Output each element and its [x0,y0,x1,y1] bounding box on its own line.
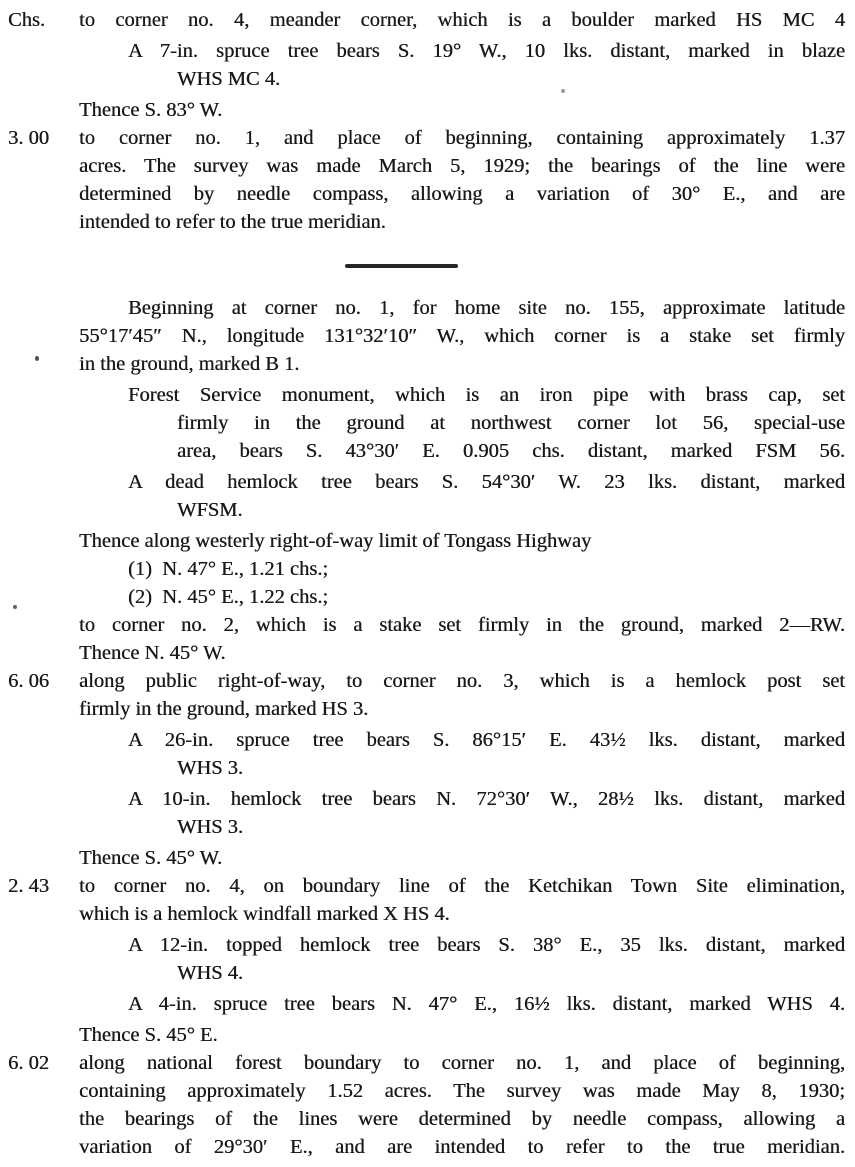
text-column [8,6,845,1161]
text-line: in the ground, marked B 1. [79,353,300,375]
text-line: A 10-in. hemlock tree bears N. 72°30′ W., 28½ lks. distant, marked [128,788,845,810]
text-line: to corner no. 1, and place of beginning, containing approximately 1.37 [79,127,845,149]
monument-note [79,381,845,465]
survey-entry [8,872,845,928]
survey-entry [8,1049,845,1161]
text-line: firmly in the ground, marked HS 3. [79,698,369,720]
text-line: intended to refer to the true meridian. [79,211,386,233]
text-line: A dead hemlock tree bears S. 54°30′ W. 23 lks. distant, marked [128,471,845,493]
course-item [79,583,845,611]
text-line: variation of 29°30′ E., and are intended to refer to the true meridian. [79,1136,845,1158]
text-line: to corner no. 4, on boundary line of the Ketchikan Town Site elimination, [79,875,845,897]
text-line: A 4-in. spruce tree bears N. 47° E., 16½ lks. distant, marked WHS 4. [128,993,845,1015]
bearing-tree-note [79,726,845,782]
chains-column-header: Chs. [8,9,46,31]
section-divider [345,264,458,268]
text-line: A 26-in. spruce tree bears S. 86°15′ E. 43½ lks. distant, marked [128,729,845,751]
text-line: WFSM. [177,499,243,521]
chains-value: 6. 06 [8,670,49,692]
text-line: along public right-of-way, to corner no. 3, which is a hemlock post set [79,670,845,692]
text-line: 55°17′45″ N., longitude 131°32′10″ W., which corner is a stake set firmly [79,325,845,347]
bearing-tree-note [79,990,845,1018]
text-line: Forest Service monument, which is an iron pipe with brass cap, set [128,384,845,406]
text-line: WHS MC 4. [177,68,281,90]
thence-direction [79,844,845,872]
course-item [79,555,845,583]
text-line: (2) N. 45° E., 1.22 chs.; [128,586,329,608]
text-line: Beginning at corner no. 1, for home site no. 155, approximate latitude [128,297,845,319]
text-line: area, bears S. 43°30′ E. 0.905 chs. distant, marked FSM 56. [177,440,845,462]
text-line: the bearings of the lines were determined by needle compass, allowing a [79,1108,845,1130]
ink-speck [13,605,17,609]
text-line: acres. The survey was made March 5, 1929; the bearings of the line were [79,155,845,177]
text-line: containing approximately 1.52 acres. The survey was made May 8, 1930; [79,1080,845,1102]
text-line: Thence S. 45° E. [79,1024,218,1046]
text-line: (1) N. 47° E., 1.21 chs.; [128,558,329,580]
thence-direction [79,96,845,124]
text-line: determined by needle compass, allowing a variation of 30° E., and are [79,183,845,205]
chains-value: 6. 02 [8,1052,49,1074]
text-line: to corner no. 4, meander corner, which is a boulder marked HS MC 4 [79,9,845,31]
bearing-tree-note [79,785,845,841]
text-line: WHS 3. [177,816,244,838]
text-line: WHS 3. [177,757,244,779]
text-line: WHS 4. [177,962,244,984]
text-line: Thence S. 45° W. [79,847,223,869]
text-line: Thence N. 45° W. [79,642,226,664]
survey-entry [8,6,845,34]
thence-direction [79,639,845,667]
thence-direction [79,527,845,555]
text-line: A 7-in. spruce tree bears S. 19° W., 10 lks. distant, marked in blaze [128,40,845,62]
beginning-paragraph [79,294,845,378]
chains-value: 2. 43 [8,875,49,897]
text-line: Thence along westerly right-of-way limit of Tongass Highway [79,530,592,552]
chains-value: 3. 00 [8,127,49,149]
text-line: firmly in the ground at northwest corner lot 56, special-use [177,412,845,434]
survey-entry [8,124,845,236]
survey-entry [8,667,845,723]
thence-direction [79,1021,845,1049]
text-line: to corner no. 2, which is a stake set firmly in the ground, marked 2—RW. [79,614,845,636]
bearing-tree-note [79,37,845,93]
text-line: along national forest boundary to corner no. 1, and place of beginning, [79,1052,845,1074]
ink-speck [35,356,39,361]
bearing-tree-note [79,468,845,524]
survey-entry [79,611,845,639]
bearing-tree-note [79,931,845,987]
text-line: A 12-in. topped hemlock tree bears S. 38° E., 35 lks. distant, marked [128,934,845,956]
text-line: Thence S. 83° W. [79,99,223,121]
text-line: which is a hemlock windfall marked X HS 4. [79,903,450,925]
